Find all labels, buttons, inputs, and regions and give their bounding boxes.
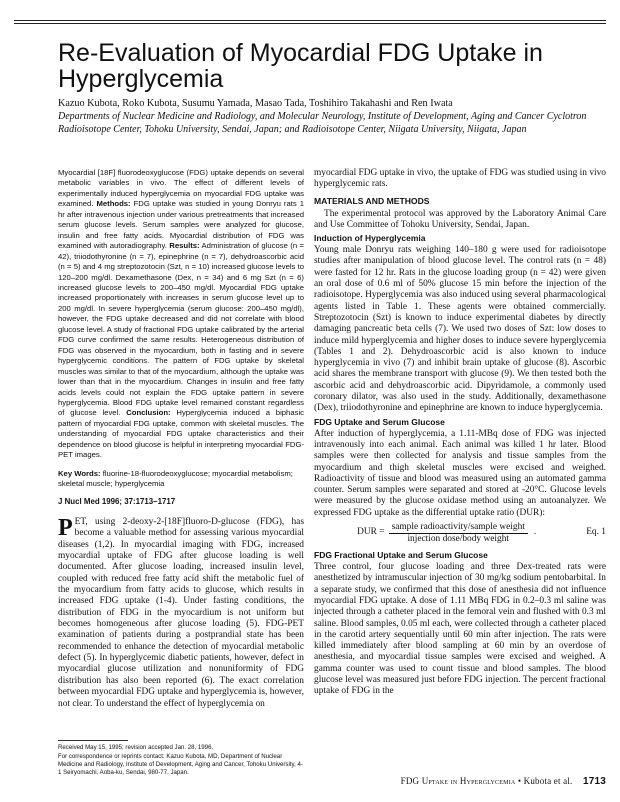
running-title: FDG Uptake in Hyperglycemia	[400, 776, 516, 786]
introduction-body: ET, using 2-deoxy-2-[18F]fluoro-D-glucose (FDG), has become a valuable method for assessing various myocardial diseases (1,2). In myocardial imaging with FDG, increased myocardial uptake of FDG after glucose loading is well documented. After glucose loading, increased insulin level, coupled with reduced free fatty acid shift the metabolic fuel of the myocardium from fatty acids to glucose, which results in increased FDG uptake (1-4). Under fasting conditions, the distribution of FDG in the myocardium is not uniform but becomes homogeneous after glucose loading (5). FDG-PET examination of patients during a postprandial state has been recommended to enhance the detection of myocardial metabolic defect (5). In hyperglycemic diabetic patients, however, defect in myocardial glucose utilization and nonuniformity of FDG distribution has also been reported (6). The exact correlation between myocardial FDG uptake and hyperglycemia is, however, not clear. To understand the effect of hyperglycemia on	[58, 517, 304, 709]
abstract-methods: FDG uptake was studied in young Donryu rats 1 hr after intravenous injection under various pretreatments that increased serum glucose levels. Serum samples were analyzed for glucose, insulin and free fatty acids. Myocardial distribution of FDG was examined with autoradiography.	[58, 199, 304, 251]
footer-separator: •	[517, 776, 522, 786]
received-note: Received May 15, 1995; revision accepted Jan. 28, 1996.	[58, 744, 214, 751]
abstract-intro: Myocardial [18F] fluorodeoxyglucose (FDG) uptake depends on several metabolic variables in vivo. The effect of different levels of experimentally induced hyperglycemia on myocardial FDG uptake was examined.	[58, 168, 304, 209]
conclusion-label: Conclusion:	[126, 408, 171, 418]
keywords	[58, 469, 304, 490]
subheading-fractional: FDG Fractional Uptake and Serum Glucose	[314, 550, 488, 561]
keywords-text: fluorine-18-fluorodeoxyglucose; myocardial metabolism; skeletal muscle; hyperglycemia	[58, 469, 293, 489]
abstract-conclusion: Hyperglycemia induced a biphasic pattern of myocardial FDG uptake, common with skeletal muscles. The understanding of myocardial FDG uptake characteristics and their dependence on blood glucose is helpful in interpreting myocardial FDG-PET images.	[58, 408, 304, 460]
intro-continuation: myocardial FDG uptake in vivo, the uptake of FDG was studied using in vivo hyperglycemic rats.	[314, 168, 606, 190]
top-rule	[14, 20, 606, 21]
footnotes	[58, 744, 306, 778]
footnote-rule	[58, 740, 128, 741]
drop-cap: P	[58, 515, 73, 541]
equation-numerator: sample radioactivity/sample weight	[389, 522, 528, 534]
top-rule-2	[14, 23, 606, 24]
equation-dur	[314, 521, 606, 545]
methods-label: Methods:	[96, 199, 131, 209]
journal-citation: J Nucl Med 1996; 37:1713–1717	[58, 497, 176, 506]
uptake-paragraph: After induction of hyperglycemia, a 1.11-MBq dose of FDG was injected intravenously into each animal. Each animal was killed 1 hr later. Blood samples were then collected for analysis and tissue samples from the myocardium and thigh skeletal muscles were excised and weighed. Radioactivity of tissue and blood was measured using an automated gamma counter. Serum samples were separated and stored at -20°C. Glucose levels were measured by the glucose oxidase method using an autoanalyzer. We expressed FDG uptake as the differential uptake ratio (DUR):	[314, 428, 606, 518]
induction-paragraph: Young male Donryu rats weighing 140–180 g were used for radioisotope studies after manipulation of blood glucose level. The control rats (n = 48) were fasted for 12 hr. Rats in the glucose loading group (n = 42) were given an oral dose of 0.6 ml of 50% glucose 15 min before the injection of the radioisotope. Hyperglycemia was also induced using several pharmacological agents listed in Table 1. These agents were obtained commercially. Streptozotocin (Szt) is known to induce experimental diabetes by directly damaging pancreatic beta cells (7). We used two doses of Szt: low doses to induce mild hyperglycemia and higher doses to induce severe hyperglycemia (Tables 1 and 2). Dehydroascorbic acid is also known to induce hyperglycemia in vivo (7) and inhibit brain uptake of glucose (8). Ascorbic acid shares the membrane transport with glucose (9). We then tested both the ascorbic acid and dehydroascorbic acid. Dipyridamole, a commonly used coronary dilator, was also used in the study. Additionally, dexamethasone (Dex), triiodothyronine and epinephrine are known to induce hyperglycemia.	[314, 245, 606, 414]
running-authors: Kubota et al.	[523, 776, 573, 786]
results-label: Results:	[169, 241, 200, 251]
author-list: Kazuo Kubota, Roko Kubota, Susumu Yamada, Masao Tada, Toshihiro Takahashi and Ren Iwata	[58, 98, 453, 109]
equation-period: .	[533, 527, 537, 538]
affiliation: Departments of Nuclear Medicine and Radiology, and Molecular Neurology, Institute of Development, Aging and Cancer Cyclotron Radioisotope Center, Tohoku University, Sendai, Japan; and Radioisotope Center, Niigata University, Niigata, Japan	[58, 111, 587, 135]
section-heading-materials: MATERIALS AND METHODS	[314, 195, 430, 206]
keywords-label: Key Words:	[58, 469, 101, 478]
correspondence-note: For correspondence or reprints contact: Kazuo Kubota, MD, Department of Nuclear Medicine and Radiology, Institute of Development, Aging and Cancer, Tohoku University, 4-1 Seiryomachi, Aoba-ku, Sendai, 980-77, Japan.	[58, 753, 303, 776]
protocol-paragraph: The experimental protocol was approved by the Laboratory Animal Care and Use Committee of Tohoku University, Sendai, Japan.	[314, 208, 606, 230]
abstract	[58, 168, 304, 461]
equation-fraction	[389, 522, 528, 545]
equation-number: Eq. 1	[586, 527, 606, 538]
introduction-text	[58, 517, 304, 710]
equation-lhs: DUR =	[357, 527, 385, 538]
subheading-induction: Induction of Hyperglycemia	[314, 233, 426, 244]
equation-denominator: injection dose/body weight	[407, 533, 509, 544]
paper-title: Re-Evaluation of Myocardial FDG Uptake in Hyperglycemia	[58, 39, 543, 93]
abstract-results: Administration of glucose (n = 42), triiodothyronine (n = 7), epinephrine (n = 7), dehydroascorbic acid (n = 5) and 4 mg streptozotocin (Szt, n = 10) increased glucose levels to 120–200 mg/dl. Dexamethasone (Dex, n = 34) and 6 mg Szt (n = 6) increased glucose levels to 200–450 mg/dl. Myocardial FDG uptake increased proportionately with increases in serum glucose level up to 200 mg/dl. In severe hyperglycemia (serum glucose: 200–450 mg/dl), however, the FDG uptake decreased and did not correlate with blood glucose level. A study of fractional FDG uptake calibrated by the arterial FDG curve confirmed the same results. Heterogeneous distribution of FDG was observed in the myocardium, both in fasting and in severe hyperglycemic conditions. The pattern of FDG uptake by skeletal muscles was similar to that of the myocardium, although the uptake was lower than that in the myocardium. Changes in insulin and free fatty acids levels could not explain the FDG uptake pattern in severe hyperglycemia. Blood FDG uptake level remained constant regardless of glucose level.	[58, 241, 304, 418]
page-number: 1713	[582, 776, 606, 787]
subheading-uptake: FDG Uptake and Serum Glucose	[314, 416, 445, 427]
fractional-paragraph: Three control, four glucose loading and three Dex-treated rats were anesthetized by intramuscular injection of 30 mg/kg sodium pentobarbital. In a separate study, we confirmed that this dose of anesthesia did not influence myocardial FDG uptake. A dose of 1.11 MBq FDG in 0.2–0.3 ml saline was injected through a catheter placed in the femoral vein and flushed with 0.3 ml saline. Blood samples, 0.05 ml each, were collected through a catheter placed in the carotid artery sequentially until 60 min after injection. The rats were killed immediately after blood sampling at 60 min by an overdose of anesthesia, and myocardial tissue samples were excised and weighed. A gamma counter was used to count tissue and blood samples. The blood glucose level was measured just before FDG injection. The percent fractional uptake of FDG in the	[314, 562, 606, 697]
running-footer	[300, 776, 606, 787]
right-column	[314, 168, 606, 698]
